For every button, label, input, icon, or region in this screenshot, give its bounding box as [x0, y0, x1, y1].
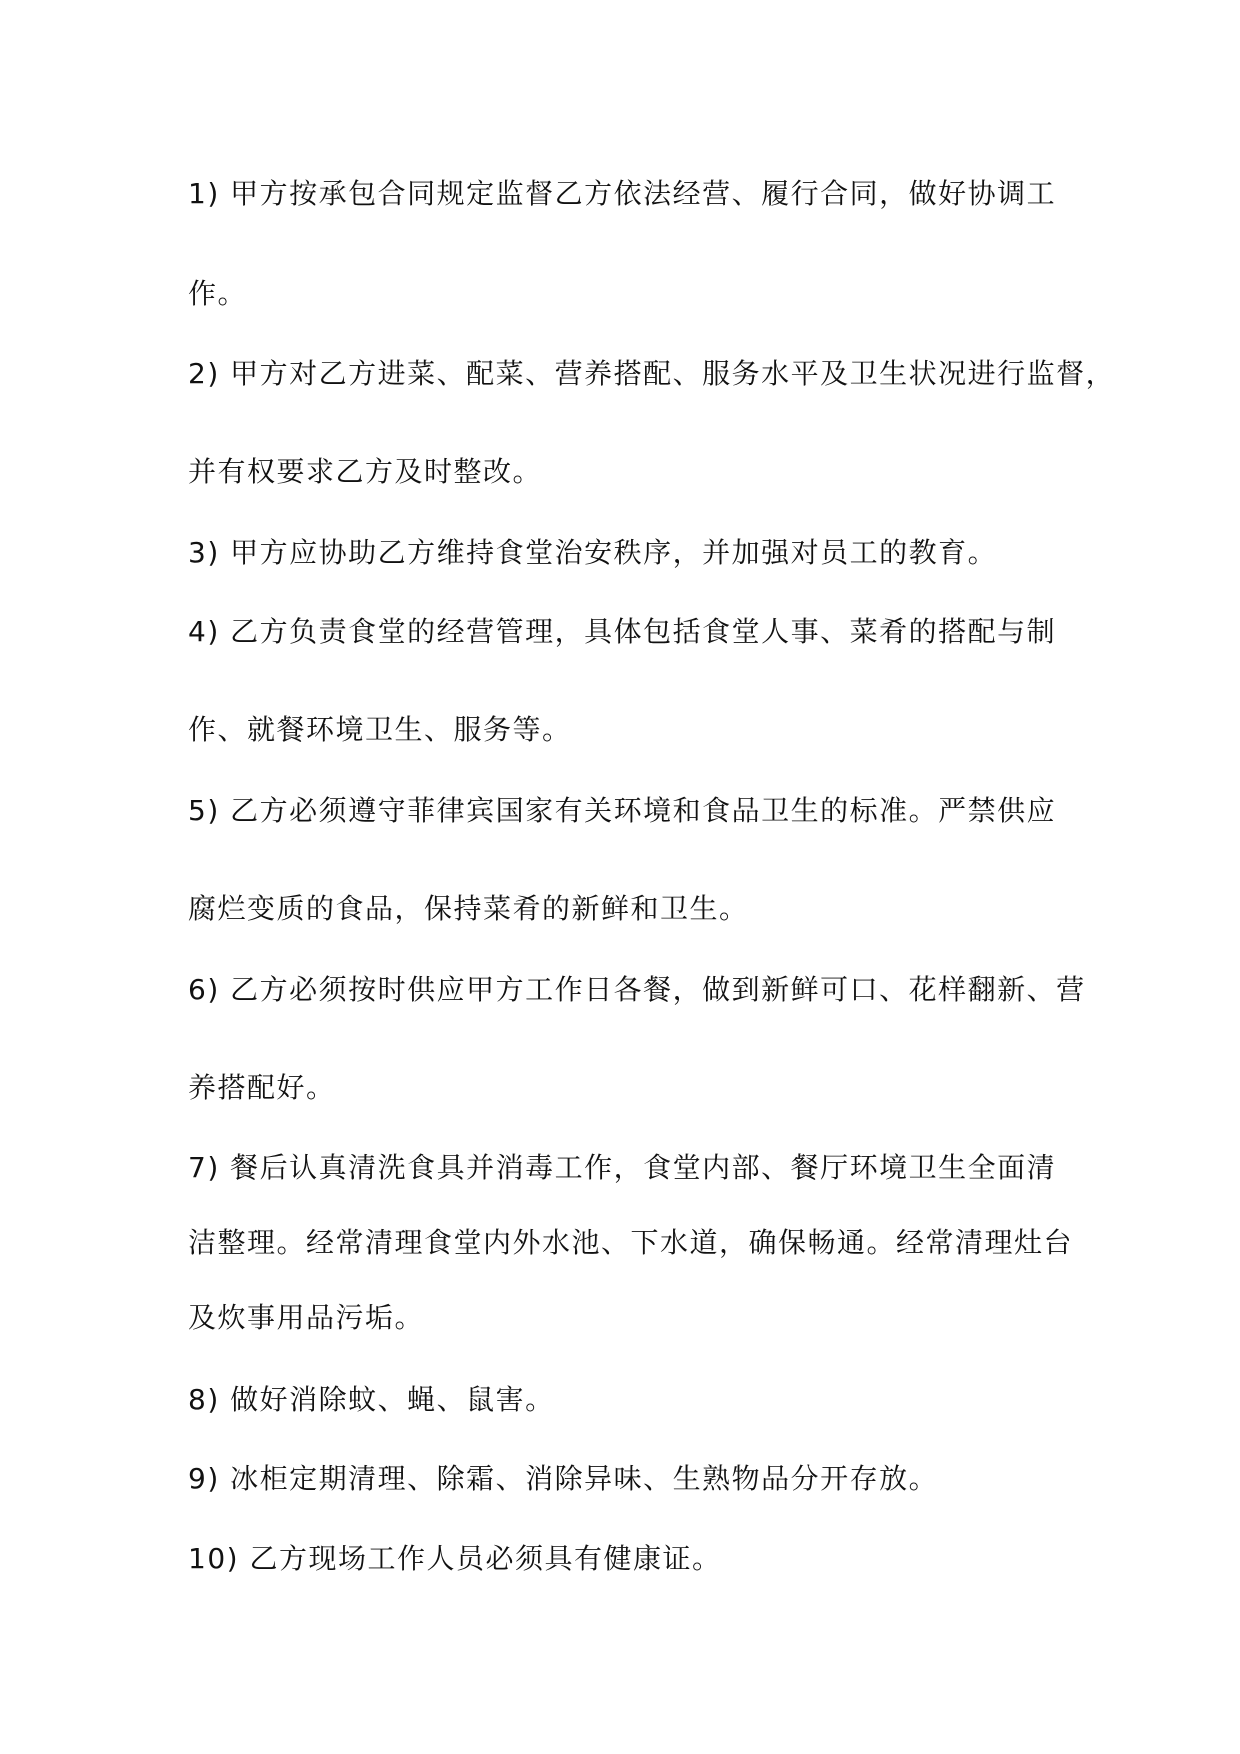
clause-2-line-2: 并有权要求乙方及时整改。: [188, 455, 543, 488]
clause-8-line-1: 8) 做好消除蚊、蝇、鼠害。: [188, 1383, 555, 1416]
clause-7-line-3: 及炊事用品污垢。: [188, 1301, 425, 1334]
clause-4-line-2: 作、就餐环境卫生、服务等。: [188, 713, 572, 746]
clause-1-line-1: 1) 甲方按承包合同规定监督乙方依法经营、履行合同，做好协调工: [188, 177, 1057, 210]
clause-3-line-1: 3) 甲方应协助乙方维持食堂治安秩序，并加强对员工的教育。: [188, 536, 998, 569]
clause-10-line-1: 10) 乙方现场工作人员必须具有健康证。: [188, 1542, 722, 1575]
clause-7-line-2: 洁整理。经常清理食堂内外水池、下水道，确保畅通。经常清理灶台: [188, 1226, 1074, 1259]
clause-4-line-1: 4) 乙方负责食堂的经营管理，具体包括食堂人事、菜肴的搭配与制: [188, 615, 1057, 648]
clause-9-line-1: 9) 冰柜定期清理、除霜、消除异味、生熟物品分开存放。: [188, 1462, 939, 1495]
clause-6-line-1: 6) 乙方必须按时供应甲方工作日各餐，做到新鲜可口、花样翻新、营: [188, 973, 1086, 1006]
clause-1-line-2: 作。: [188, 277, 248, 310]
clause-6-line-2: 养搭配好。: [188, 1071, 336, 1104]
clause-5-line-2: 腐烂变质的食品，保持菜肴的新鲜和卫生。: [188, 892, 749, 925]
clause-2-line-1: 2) 甲方对乙方进菜、配菜、营养搭配、服务水平及卫生状况进行监督，: [188, 357, 1116, 390]
clause-7-line-1: 7) 餐后认真清洗食具并消毒工作，食堂内部、餐厅环境卫生全面清: [188, 1151, 1057, 1184]
clause-5-line-1: 5) 乙方必须遵守菲律宾国家有关环境和食品卫生的标准。严禁供应: [188, 794, 1057, 827]
